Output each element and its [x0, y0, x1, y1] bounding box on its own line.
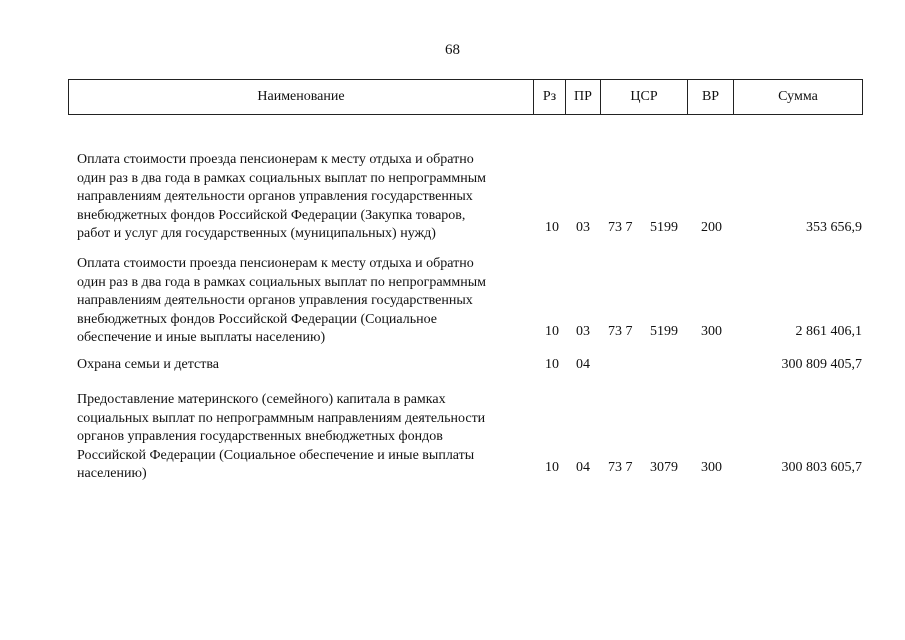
row-name-line: Оплата стоимости проезда пенсионерам к месту отдыха и обратно: [77, 152, 474, 167]
row-pr: 04: [576, 460, 590, 475]
row-pr: 03: [576, 324, 590, 339]
row-sum: 300 809 405,7: [781, 357, 862, 372]
row-name: [77, 255, 527, 348]
header-sum: Сумма: [733, 80, 862, 114]
row-rz: 10: [545, 324, 559, 339]
row-sum: 300 803 605,7: [781, 460, 862, 475]
row-pr: 03: [576, 220, 590, 235]
header-rz: Рз: [533, 80, 565, 114]
row-vr: 300: [701, 324, 722, 339]
row-csr-code: 3079: [650, 460, 678, 475]
row-name-line: внебюджетных фондов Российской Федерации (Закупка товаров,: [77, 207, 466, 223]
row-name-line: направлениям деятельности органов управления государственных: [77, 189, 473, 204]
row-name-line: направлениям деятельности органов управления государственных: [77, 293, 473, 308]
row-name-line: один раз в два года в рамках социальных выплат по непрограммным: [77, 274, 487, 290]
row-name-line: внебюджетных фондов Российской Федерации (Социальное: [77, 311, 438, 327]
table-header: [68, 79, 863, 115]
row-pr: 04: [576, 357, 590, 372]
row-sum: 2 861 406,1: [795, 324, 862, 339]
header-csr: ЦСР: [600, 80, 687, 114]
page-number: 68: [445, 42, 460, 58]
row-rz: 10: [545, 460, 559, 475]
row-csr-prefix: 73 7: [608, 220, 633, 235]
row-name-line: социальных выплат по непрограммным направлениям деятельности: [77, 410, 486, 426]
row-name-line: населению): [77, 466, 147, 481]
row-sum: 353 656,9: [806, 220, 862, 235]
row-name-line: Оплата стоимости проезда пенсионерам к месту отдыха и обратно: [77, 256, 474, 271]
row-csr-prefix: 73 7: [608, 460, 633, 475]
row-name-line: Российской Федерации (Социальное обеспечение и иные выплаты: [77, 447, 475, 463]
row-name-line: один раз в два года в рамках социальных выплат по непрограммным: [77, 170, 487, 186]
row-vr: 200: [701, 220, 722, 235]
row-name-line: работ и услуг для государственных (муниципальных) нужд): [77, 226, 436, 241]
row-name: [77, 391, 527, 484]
row-rz: 10: [545, 220, 559, 235]
row-name: [77, 151, 527, 244]
row-name: [77, 356, 527, 375]
row-vr: 300: [701, 460, 722, 475]
row-name-line: органов управления государственных внебюджетных фондов: [77, 429, 443, 444]
header-name: Наименование: [257, 89, 345, 104]
row-csr-code: 5199: [650, 220, 678, 235]
row-name-line: обеспечение и иные выплаты населению): [77, 330, 326, 345]
row-name-line: Охрана семьи и детства: [77, 357, 219, 372]
header-pr: ПР: [565, 80, 600, 114]
row-name-line: Предоставление материнского (семейного) капитала в рамках: [77, 392, 446, 407]
row-csr-prefix: 73 7: [608, 324, 633, 339]
row-rz: 10: [545, 357, 559, 372]
row-csr-code: 5199: [650, 324, 678, 339]
header-vr: ВР: [687, 80, 733, 114]
